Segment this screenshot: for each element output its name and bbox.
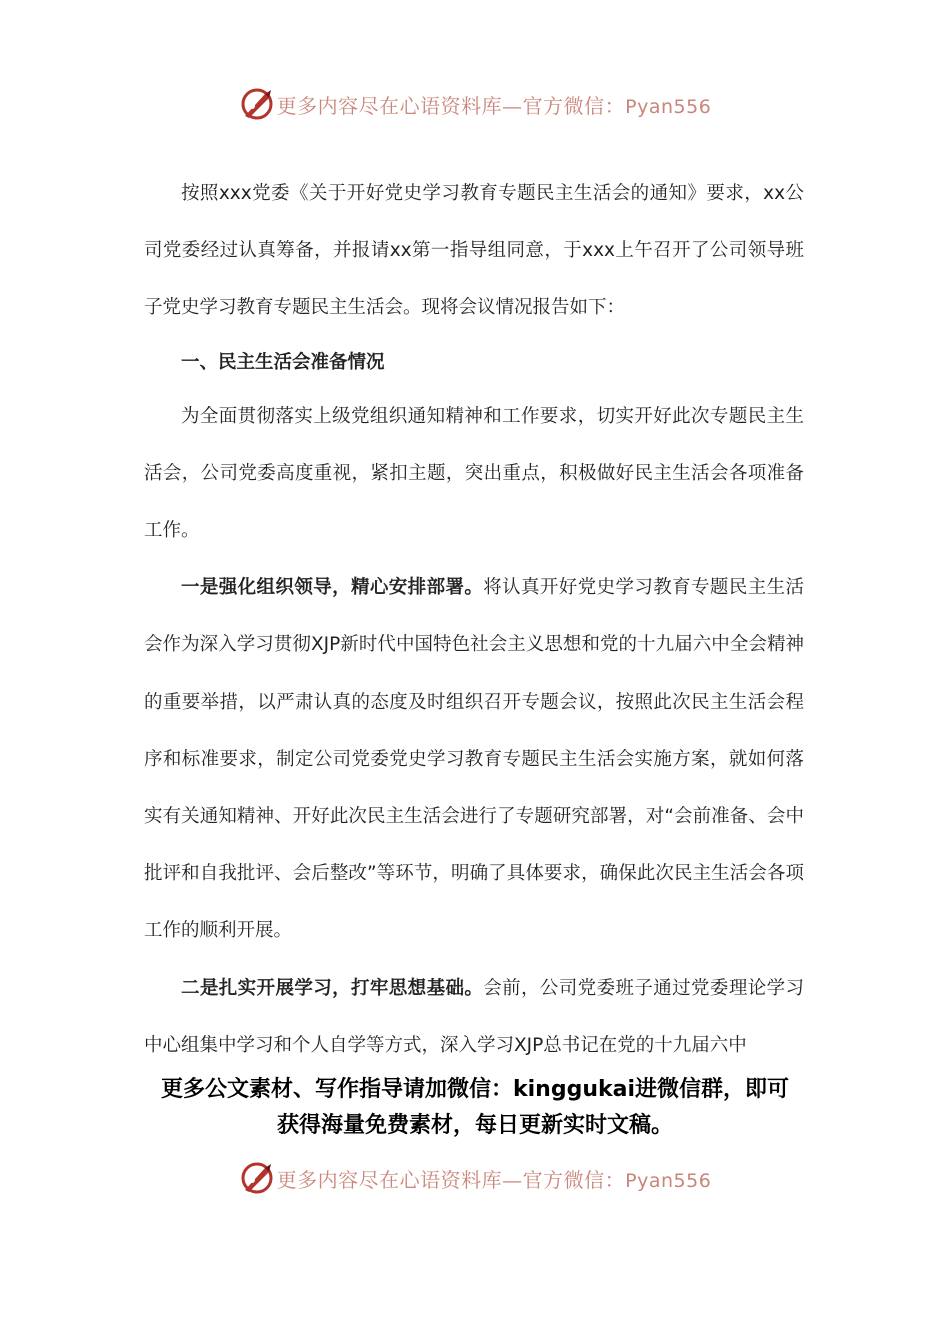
point1-paragraph (144, 559, 804, 959)
pen-logo-icon (239, 86, 275, 122)
point2-body: 会前，公司党委班子通过党委理论学习中心组集中学习和个人自学等方式，深入学习XJP总书记在党的十九届六中 (144, 977, 804, 1056)
footer-banner-wechat-id: Pyan556 (625, 1169, 712, 1192)
header-banner (0, 84, 950, 124)
footer-banner-cn: 更多内容尽在心语资料库—官方微信： (276, 1167, 626, 1192)
header-banner-cn: 更多内容尽在心语资料库—官方微信： (276, 93, 626, 118)
header-banner-wechat-id: Pyan556 (625, 95, 712, 118)
pen-logo-icon (239, 1160, 275, 1196)
footer-banner-text (277, 1164, 712, 1193)
promo-note (140, 1072, 810, 1144)
point2-lead: 二是扎实开展学习，打牢思想基础。 (181, 977, 484, 999)
promo-line-2: 获得海量免费素材，每日更新实时文稿。 (276, 1113, 673, 1138)
section1-title: 一、民主生活会准备情况 (181, 351, 385, 373)
promo-line-1: 更多公文素材、写作指导请加微信：kinggukai进微信群，即可 (160, 1077, 789, 1102)
intro-paragraph: 按照xxx党委《关于开好党史学习教育专题民主生活会的通知》要求，xx公司党委经过认真筹备，并报请xx第一指导组同意，于xxx上午召开了公司领导班子党史学习教育专题民主生活会。现将会议情况报告如下： (144, 183, 804, 319)
document-body (144, 165, 804, 1074)
point1-body: 将认真开好党史学习教育专题民主生活会作为深入学习贯彻XJP新时代中国特色社会主义思想和党的十九届六中全会精神的重要举措，以严肃认真的态度及时组织召开专题会议，按照此次民主生活会程序和标准要求，制定公司党委党史学习教育专题民主生活会实施方案，就如何落实有关通知精神、开好此次民主生活会进行了专题研究部署，对“会前准备、会中批评和自我批评、会后整改”等环节，明确了具体要求，确保此次民主生活会各项工作的顺利开展。 (144, 577, 804, 942)
footer-banner (0, 1158, 950, 1198)
header-banner-text (277, 90, 712, 119)
point1-lead: 一是强化组织领导，精心安排部署。 (181, 577, 484, 599)
point2-paragraph (144, 960, 804, 1074)
section1-intro-paragraph: 为全面贯彻落实上级党组织通知精神和工作要求，切实开好此次专题民主生活会，公司党委高度重视，紧扣主题，突出重点，积极做好民主生活会各项准备工作。 (144, 405, 804, 542)
